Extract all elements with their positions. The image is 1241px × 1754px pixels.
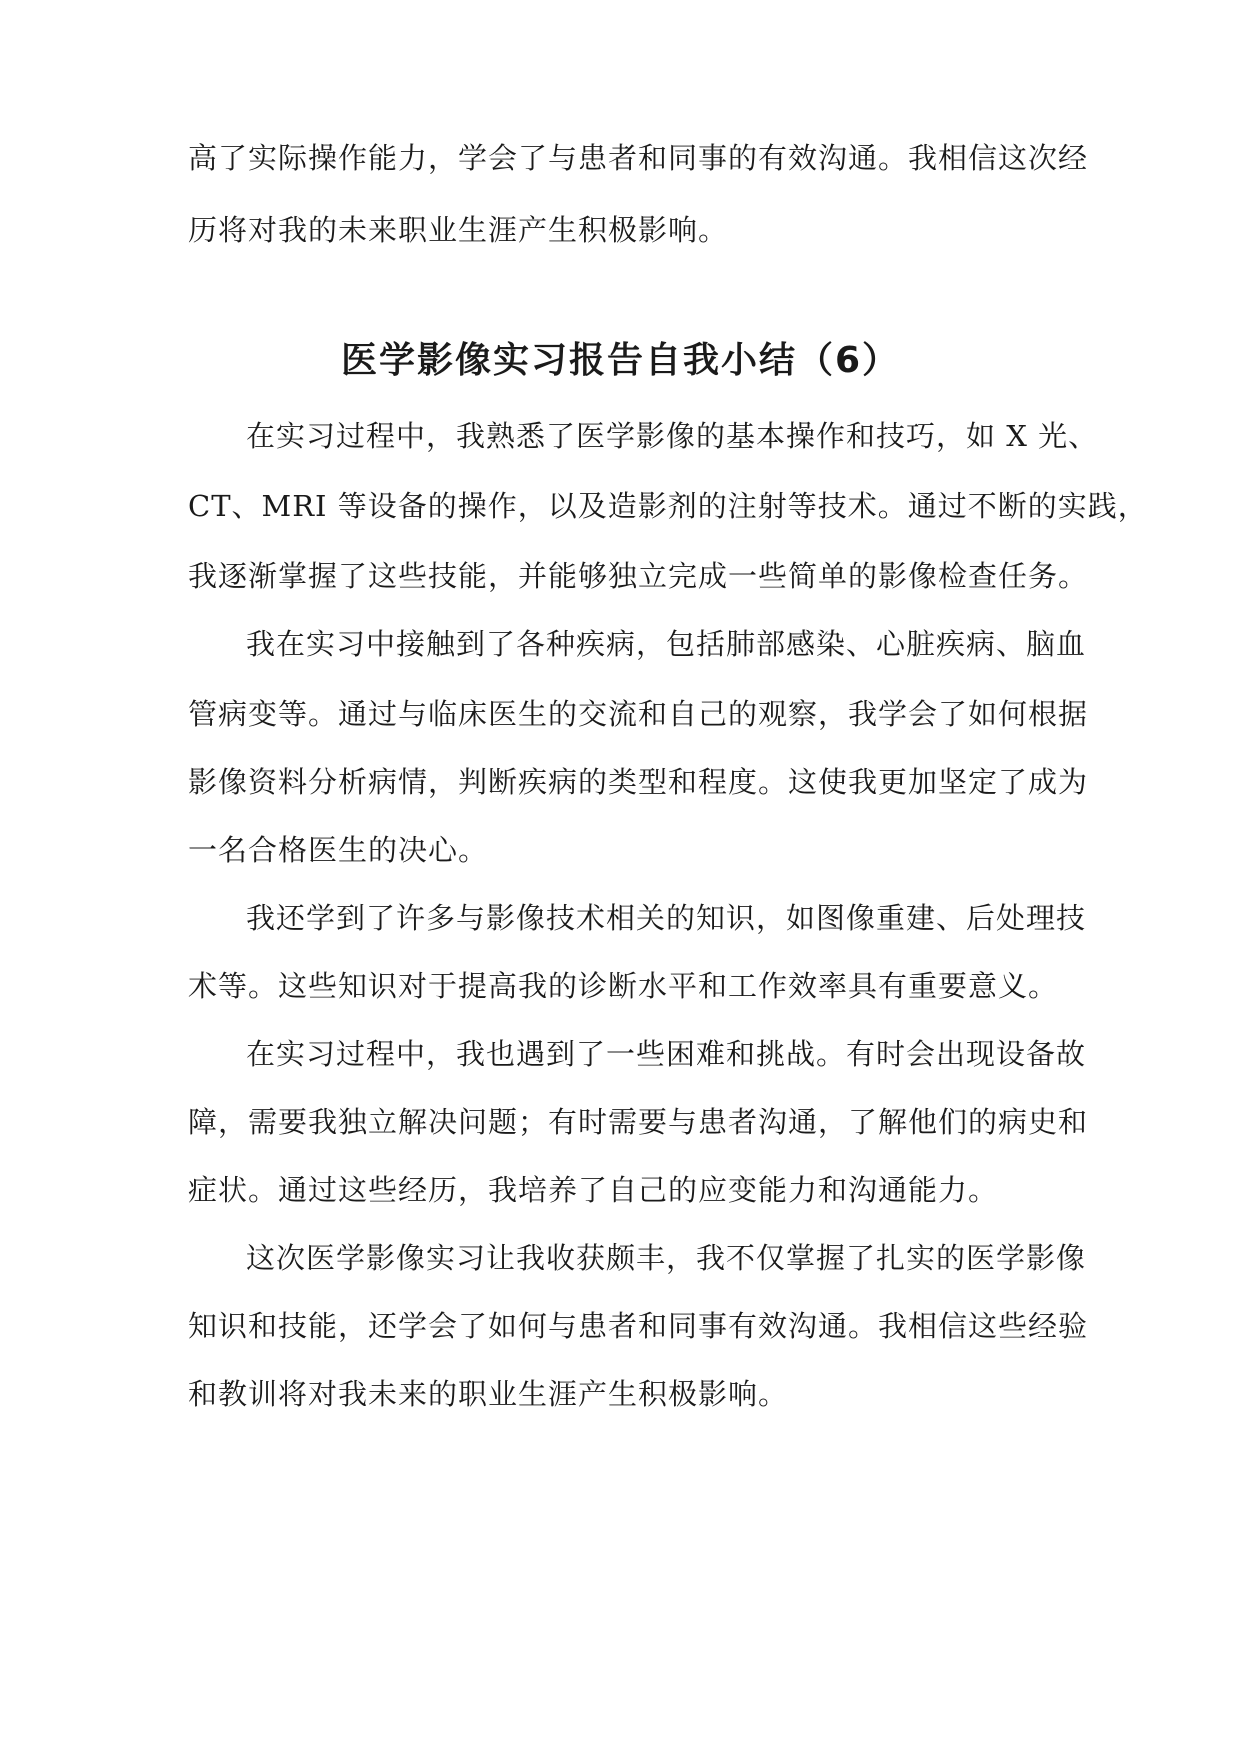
paragraph-4-line-2: 障，需要我独立解决问题；有时需要与患者沟通，了解他们的病史和 <box>188 1105 1089 1139</box>
paragraph-4-line-1: 在实习过程中，我也遇到了一些困难和挑战。有时会出现设备故 <box>246 1037 1087 1071</box>
intro-line-1: 高了实际操作能力，学会了与患者和同事的有效沟通。我相信这次经 <box>188 141 1089 175</box>
paragraph-1-line-2: CT、MRI 等设备的操作，以及造影剂的注射等技术。通过不断的实践， <box>188 489 1148 523</box>
paragraph-5-line-3: 和教训将对我未来的职业生涯产生积极影响。 <box>188 1377 789 1411</box>
paragraph-2-line-3: 影像资料分析病情，判断疾病的类型和程度。这使我更加坚定了成为 <box>188 765 1089 799</box>
paragraph-2-line-2: 管病变等。通过与临床医生的交流和自己的观察，我学会了如何根据 <box>188 697 1089 731</box>
paragraph-3-line-2: 术等。这些知识对于提高我的诊断水平和工作效率具有重要意义。 <box>188 969 1059 1003</box>
paragraph-5-line-1: 这次医学影像实习让我收获颇丰，我不仅掌握了扎实的医学影像 <box>246 1241 1087 1275</box>
intro-line-2: 历将对我的未来职业生涯产生积极影响。 <box>188 213 729 247</box>
paragraph-2-line-1: 我在实习中接触到了各种疾病，包括肺部感染、心脏疾病、脑血 <box>246 627 1087 661</box>
paragraph-3-line-1: 我还学到了许多与影像技术相关的知识，如图像重建、后处理技 <box>246 901 1087 935</box>
paragraph-1-line-3: 我逐渐掌握了这些技能，并能够独立完成一些简单的影像检查任务。 <box>188 559 1089 593</box>
section-title: 医学影像实习报告自我小结（6） <box>340 340 901 381</box>
paragraph-4-line-3: 症状。通过这些经历，我培养了自己的应变能力和沟通能力。 <box>188 1173 999 1207</box>
paragraph-5-line-2: 知识和技能，还学会了如何与患者和同事有效沟通。我相信这些经验 <box>188 1309 1089 1343</box>
paragraph-2-line-4: 一名合格医生的决心。 <box>188 833 489 867</box>
paragraph-1-line-1: 在实习过程中，我熟悉了医学影像的基本操作和技巧，如 X 光、 <box>246 419 1099 453</box>
